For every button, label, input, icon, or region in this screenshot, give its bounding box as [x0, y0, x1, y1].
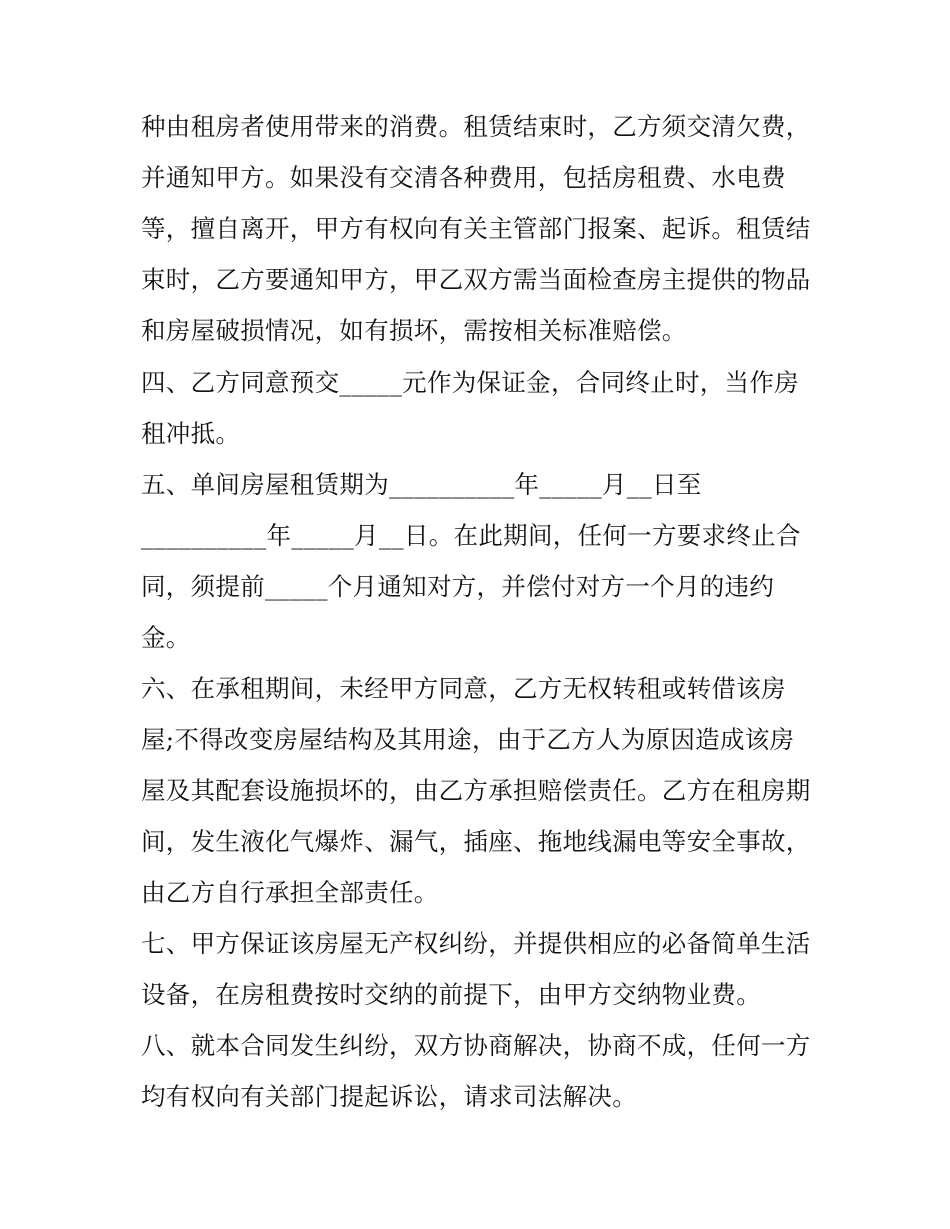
text-line: 金。 [141, 623, 191, 652]
text-line: 和房屋破损情况，如有损坏，需按相关标准赔偿。 [141, 316, 687, 345]
text-line: 设备，在房租费按时交纳的前提下，由甲方交纳物业费。 [141, 980, 761, 1009]
clause-eight: 八、就本合同发生纠纷，双方协商解决，协商不成，任何一方 [141, 1031, 811, 1060]
text-line: 种由租房者使用带来的消费。租赁结束时，乙方须交清欠费， [141, 112, 811, 141]
text-line: __________年_____月__日。在此期间，任何一方要求终止合 [141, 521, 801, 550]
text-line: 租冲抵。 [141, 419, 241, 448]
text-line: 屋及其配套设施损坏的，由乙方承担赔偿责任。乙方在租房期 [141, 776, 811, 805]
clause-six: 六、在承租期间，未经甲方同意，乙方无权转租或转借该房 [141, 674, 786, 703]
text-line: 间，发生液化气爆炸、漏气，插座、拖地线漏电等安全事故， [141, 827, 811, 856]
text-line: 同，须提前_____个月通知对方，并偿付对方一个月的违约 [141, 572, 775, 601]
text-line: 等，擅自离开，甲方有权向有关主管部门报案、起诉。租赁结 [141, 214, 811, 243]
text-line: 并通知甲方。如果没有交清各种费用，包括房租费、水电费 [141, 163, 786, 192]
clause-five: 五、单间房屋租赁期为__________年_____月__日至 [141, 470, 702, 499]
text-line: 束时，乙方要通知甲方，甲乙双方需当面检查房主提供的物品 [141, 265, 811, 294]
clause-four: 四、乙方同意预交_____元作为保证金，合同终止时，当作房 [141, 368, 799, 397]
text-line: 由乙方自行承担全部责任。 [141, 878, 439, 907]
text-line: 屋;不得改变房屋结构及其用途，由于乙方人为原因造成该房 [141, 725, 795, 754]
text-line: 均有权向有关部门提起诉讼，请求司法解决。 [141, 1082, 637, 1111]
clause-seven: 七、甲方保证该房屋无产权纠纷，并提供相应的必备简单生活 [141, 929, 811, 958]
